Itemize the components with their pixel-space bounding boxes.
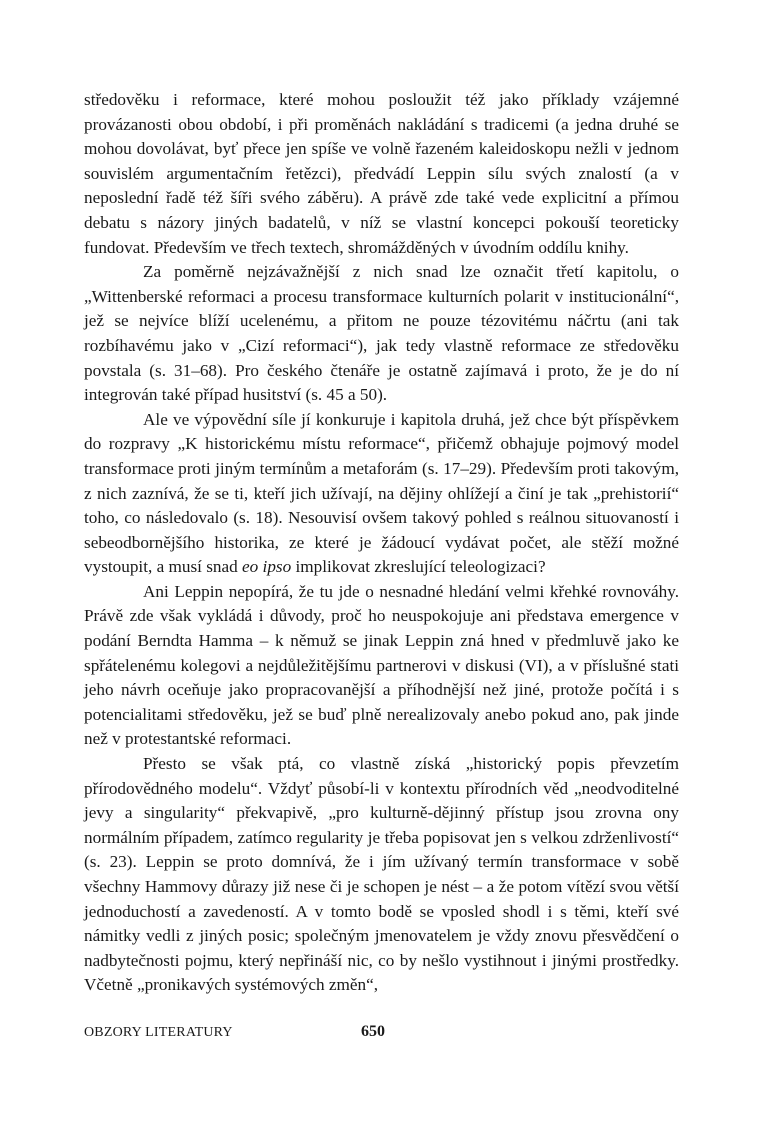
paragraph-1: středověku i reformace, které mohou posloužit též jako příklady vzájemné provázanosti obou období, i při proměnách nakládání s tradicemi (a jedna druhé se mohou dovolávat, byť přece jen spíše ve volně řazeném kaleidoskopu nežli v jednom souvislém argumentačním řetězci), předvádí Leppin sílu svých znalostí (a v neposlední řadě též šíři svého záběru). A právě zde také vede explicitní a přímou debatu s názory jiných badatelů, v níž se vlastní koncepci pokouší teoreticky fundovat. Především ve třech textech, shromážděných v úvodním oddílu knihy. [84, 90, 679, 257]
page-number: 650 [361, 1023, 385, 1040]
latin-phrase: eo ipso [242, 557, 292, 577]
paragraph-5: Přesto se však ptá, co vlastně získá „historický popis převzetím přírodovědného modelu“. Vždyť působí-li v kontextu přírodních věd „neodvoditelné jevy a singularity“ překvapivě, „pro kulturně-dějinný přístup jsou zrovna ony normálním případem, zatímco regularity je třeba popisovat jen s velkou zdrženlivostí“ (s. 23). Leppin se proto domnívá, že i jím užívaný termín transformace v sobě všechny Hammovy důrazy již nese či je schopen je nést – a že potom vítězí svou větší jednoduchostí a zavedeností. A v tomto bodě se vposled shodl i s těmi, kteří své námitky vedli z jiných posic; společným jmenovatelem je vždy znovu přesvědčení o nadbytečnosti pojmu, který nepřináší nic, co by nešlo vystihnout i jinými prostředky. Včetně „pronikavých systémových změn“, [84, 754, 679, 995]
article-body [84, 88, 679, 998]
paragraph-4: Ani Leppin nepopírá, že tu jde o nesnadné hledání velmi křehké rovnováhy. Právě zde však vykládá i důvody, proč ho neuspokojuje ani představa emergence v podání Berndta Hamma – k němuž se jinak Leppin zná hned v předmluvě jako ke spřátelenému kolegovi a nejdůležitějšímu partnerovi v diskusi (VI), a v příslušné stati jeho návrh oceňuje jako propracovanější a příhodnější než jiné, protože počítá i s potencialitami středověku, jež se buď plně nerealizovaly anebo pokud ano, pak jinde než v protestantské reformaci. [84, 581, 679, 749]
paragraph-2: Za poměrně nejzávažnější z nich snad lze označit třetí kapitolu, o „Wittenberské reformaci a procesu transformace kulturních polarit v institucionální“, jež se nejvíce blíží ucelenému, a přitom ne pouze tézovitému náčrtu (ani tak rozbíhavému jako v „Cizí reformaci“), jak tedy vlastně reformace ze středověku povstala (s. 31–68). Pro českého čtenáře je ostatně zajímavá i proto, že je do ní integrován také případ husitství (s. 45 a 50). [84, 262, 679, 405]
journal-name: OBZORY LITERATURY [84, 1025, 233, 1040]
paragraph-3 [84, 408, 679, 580]
paragraph-3-part-a: Ale ve výpovědní síle jí konkuruje i kapitola druhá, jež chce být příspěvkem do rozpravy „K historickému místu reformace“, přičemž obhajuje pojmový model transformace proti jiným termínům a metaforám (s. 17–29). Především proti takovým, z nich zaznívá, že se ti, kteří jich užívají, na dějiny ohlížejí a činí je tak „prehistorií“ toho, co následovalo (s. 18). Nesouvisí ovšem takový pohled s reálnou situovaností i sebeodbornějšího historika, ze které je žádoucí vydávat počet, ale stěží možné vystoupit, a musí snad [84, 409, 679, 577]
paragraph-3-part-b: implikovat zkreslující teleologizaci? [295, 557, 546, 577]
